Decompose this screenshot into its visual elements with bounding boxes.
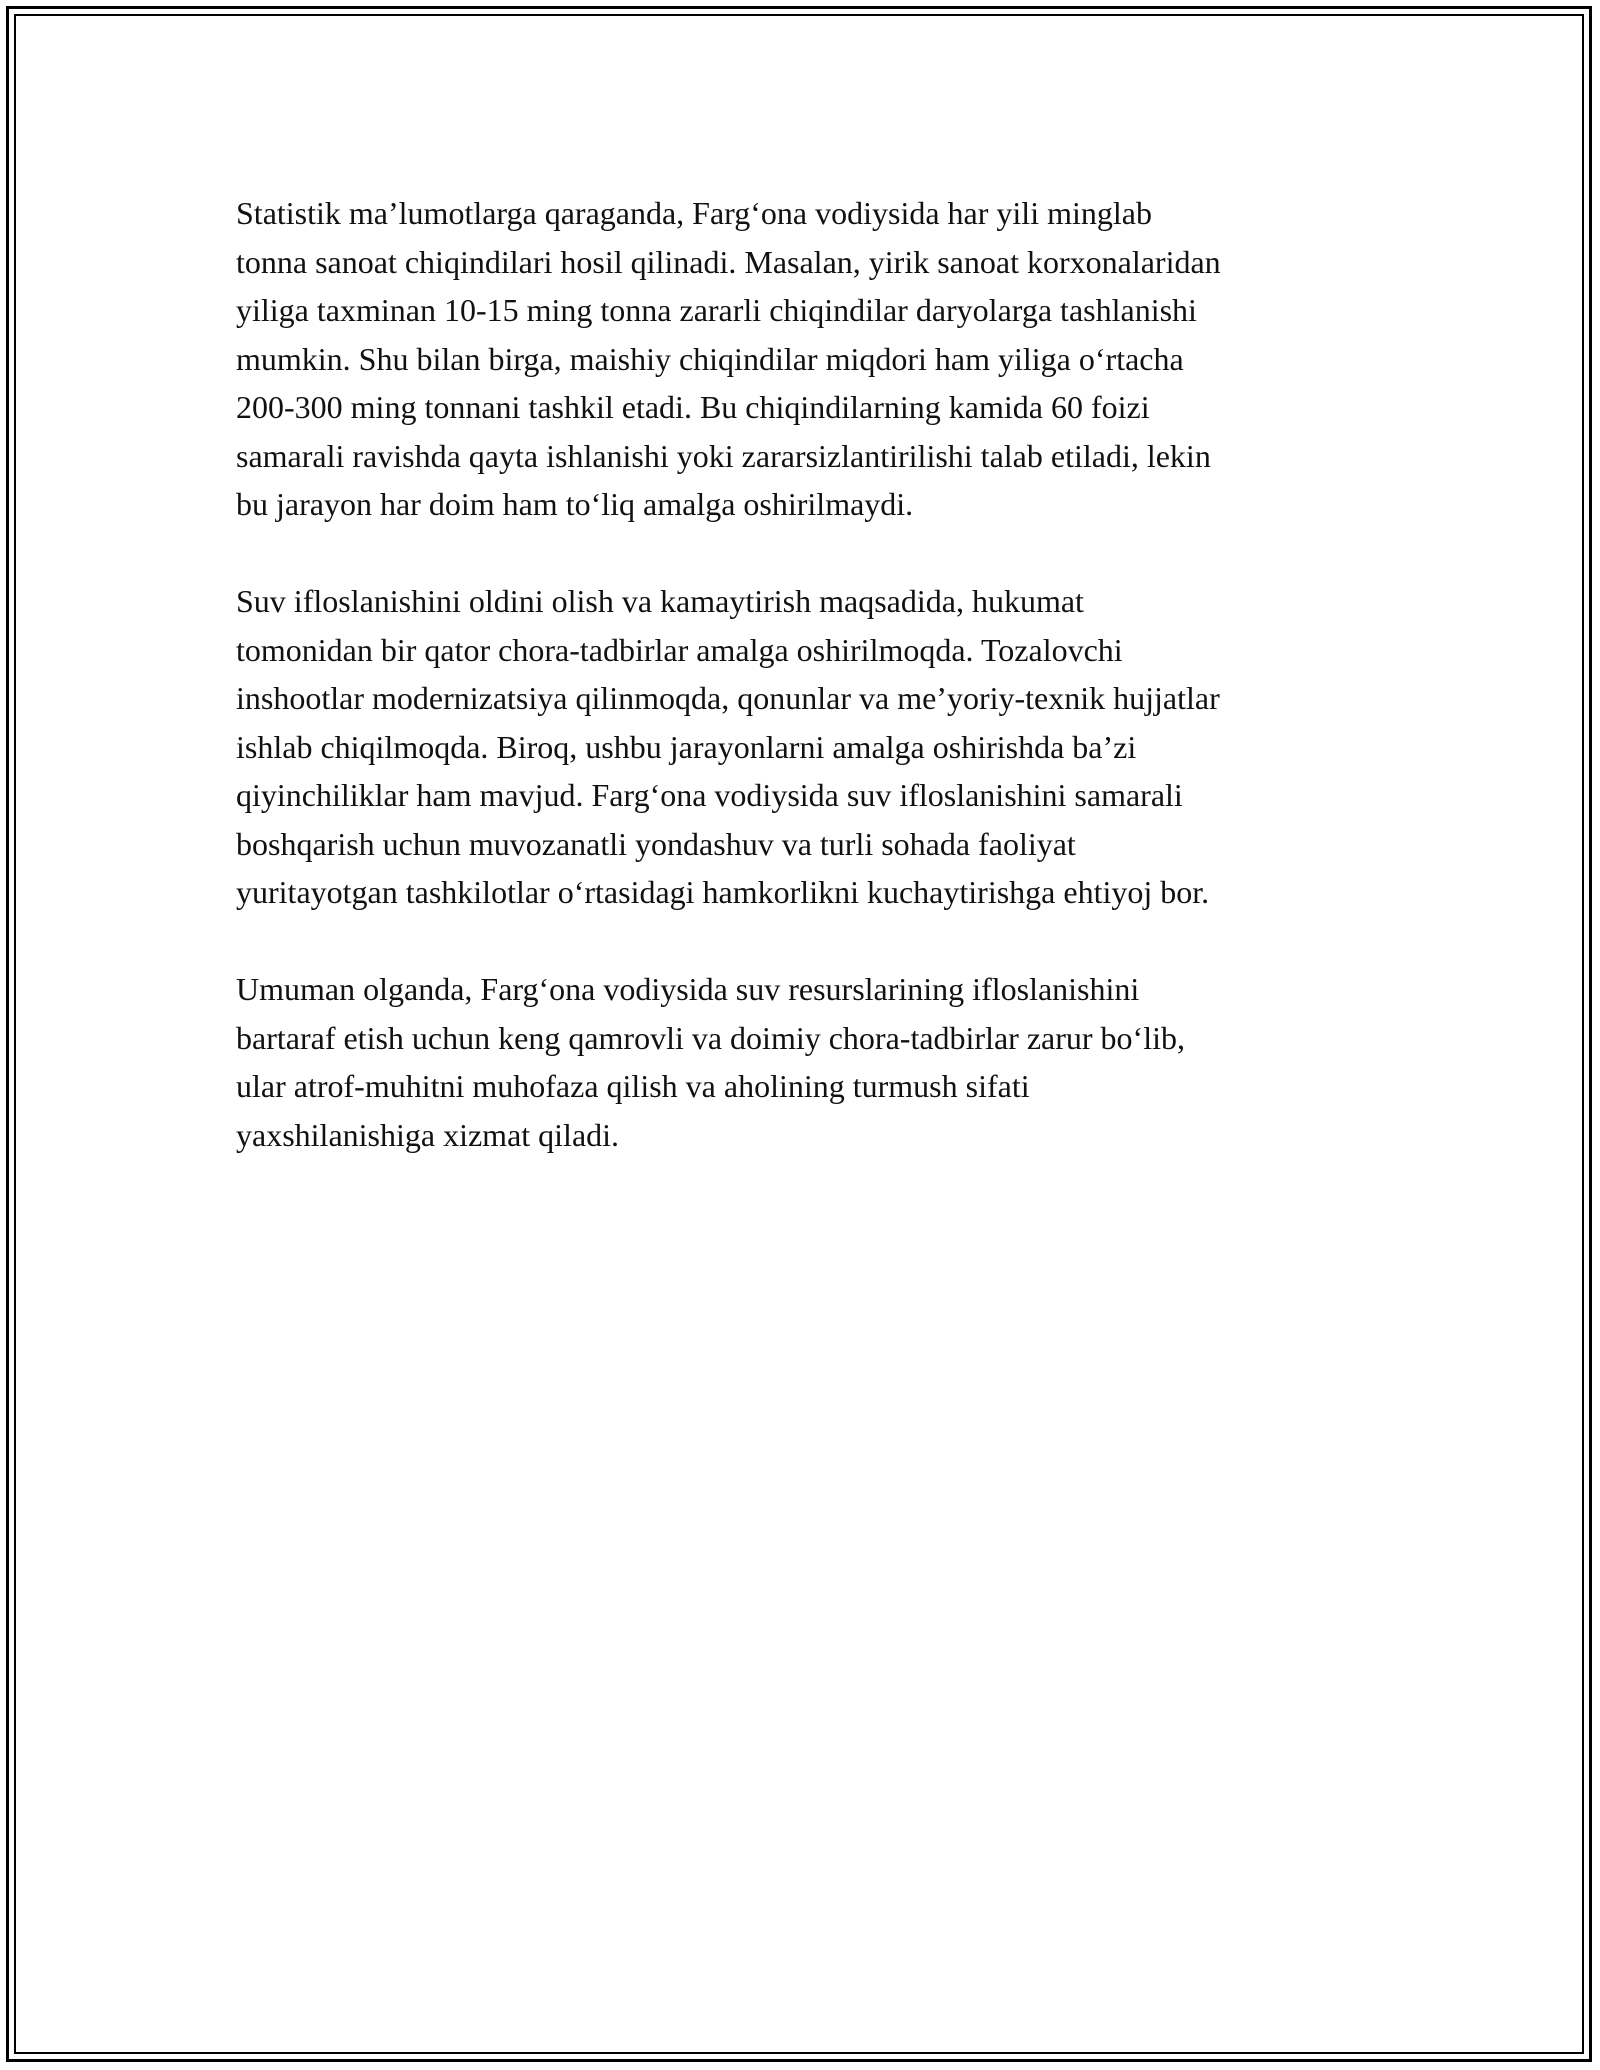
- paragraph-1: Statistik ma’lumotlarga qaraganda, Farg‘ona vodiysida har yili minglab tonna sanoat chiqindilari hosil qilinadi. Masalan, yirik sanoat korxonalaridan yiliga taxminan 10-15 ming tonna zararli chiqindilar daryolarga tashlanishi mumkin. Shu bilan birga, maishiy chiqindilar miqdori ham yiliga o‘rtacha 200-300 ming tonnani tashkil etadi. Bu chiqindilarning kamida 60 foizi samarali ravishda qayta ishlanishi yoki zararsizlantirilishi talab etiladi, lekin bu jarayon har doim ham to‘liq amalga oshirilmaydi.: [236, 195, 1221, 522]
- document-body: [236, 189, 1376, 1208]
- paragraph-2: Suv ifloslanishini oldini olish va kamaytirish maqsadida, hukumat tomonidan bir qator chora-tadbirlar amalga oshirilmoqda. Tozalovchi inshootlar modernizatsiya qilinmoqda, qonunlar va me’yoriy-texnik hujjatlar ishlab chiqilmoqda. Biroq, ushbu jarayonlarni amalga oshirishda ba’zi qiyinchiliklar ham mavjud. Farg‘ona vodiysida suv ifloslanishini samarali boshqarish uchun muvozanatli yondashuv va turli sohada faoliyat yuritayotgan tashkilotlar o‘rtasidagi hamkorlikni kuchaytirishga ehtiyoj bor.: [236, 583, 1220, 910]
- paragraph-3: Umuman olganda, Farg‘ona vodiysida suv resurslarining ifloslanishini bartaraf etish uchun keng qamrovli va doimiy chora-tadbirlar zarur bo‘lib, ular atrof-muhitni muhofaza qilish va aholining turmush sifati yaxshilanishiga xizmat qiladi.: [236, 971, 1185, 1153]
